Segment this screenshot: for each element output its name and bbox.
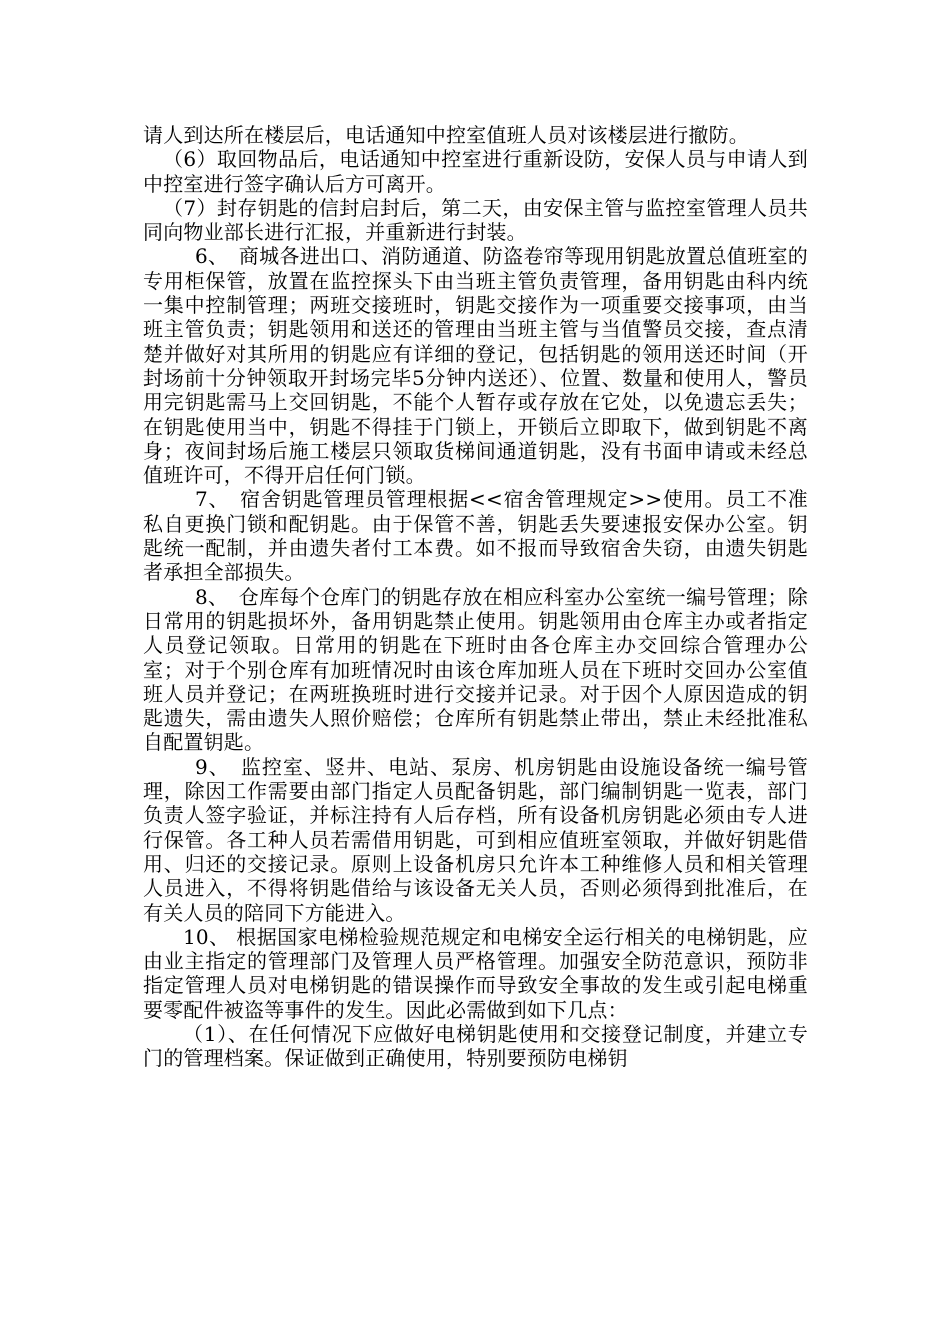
paragraph-item-7-envelope: （7）封存钥匙的信封启封后，第二天，由安保主管与监控室管理人员共同向物业部长进行汇报，并重新进行封装。 xyxy=(143,195,808,245)
paragraph-item-6-retrieve: （6）取回物品后，电话通知中控室进行重新设防，安保人员与申请人到中控室进行签字确认后方可离开。 xyxy=(143,147,808,196)
paragraph-section-7: 7、 宿舍钥匙管理员管理根据<<宿舍管理规定>>使用。员工不准私自更换门锁和配钥匙。由于保管不善，钥匙丢失要速报安保办公室。钥匙统一配制，并由遗失者付工本费。如不报而导致宿舍失窃，由遗失钥匙者承担全部损失。 xyxy=(143,487,808,585)
document-page xyxy=(143,123,808,1071)
paragraph-section-9: 9、 监控室、竖井、电站、泵房、机房钥匙由设施设备统一编号管理，除因工作需要由部门指定人员配备钥匙，部门编制钥匙一览表，部门负责人签字验证，并标注持有人后存档，所有设备机房钥匙必须由专人进行保管。各工种人员若需借用钥匙，可到相应值班室领取，并做好钥匙借用、归还的交接记录。原则上设备机房只允许本工种维修人员和相关管理人员进入，不得将钥匙借给与该设备无关人员，否则必须得到批准后，在有关人员的陪同下方能进入。 xyxy=(143,754,808,925)
paragraph-continuation: 请人到达所在楼层后，电话通知中控室值班人员对该楼层进行撤防。 xyxy=(143,123,749,147)
paragraph-section-10-item-1: （1）、在任何情况下应做好电梯钥匙使用和交接登记制度，并建立专门的管理档案。保证做到正确使用，特别要预防电梯钥 xyxy=(143,1021,808,1071)
paragraph-section-6: 6、 商城各进出口、消防通道、防盗卷帘等现用钥匙放置总值班室的专用柜保管，放置在监控探头下由当班主管负责管理，备用钥匙由科内统一集中控制管理；两班交接班时，钥匙交接作为一项重要交接事项，由当班主管负责；钥匙领用和送还的管理由当班主管与当值警员交接，查点清楚并做好对其所用的钥匙应有详细的登记，包括钥匙的领用送还时间（开封场前十分钟领取开封场完毕5分钟内送还）、位置、数量和使用人，警员用完钥匙需马上交回钥匙，不能个人暂存或存放在它处，以免遗忘丢失；在钥匙使用当中，钥匙不得挂于门锁上，开锁后立即取下，做到钥匙不离身；夜间封场后施工楼层只领取货梯间通道钥匙，没有书面申请或未经总值班许可，不得开启任何门锁。 xyxy=(143,244,808,488)
paragraph-section-10: 10、 根据国家电梯检验规范规定和电梯安全运行相关的电梯钥匙，应由业主指定的管理部门及管理人员严格管理。加强安全防范意识，预防非指定管理人员对电梯钥匙的错误操作而导致安全事故的发生或引起电梯重要零配件被盗等事件的发生。因此必需做到如下几点： xyxy=(143,924,808,1022)
paragraph-section-8: 8、 仓库每个仓库门的钥匙存放在相应科室办公室统一编号管理；除日常用的钥匙损坏外，备用钥匙禁止使用。钥匙领用由仓库主办或者指定人员登记领取。日常用的钥匙在下班时由各仓库主办交回综合管理办公室；对于个别仓库有加班情况时由该仓库加班人员在下班时交回办公室值班人员并登记；在两班换班时进行交接并记录。对于因个人原因造成的钥匙遗失，需由遗失人照价赔偿；仓库所有钥匙禁止带出，禁止未经批准私自配置钥匙。 xyxy=(143,584,808,755)
